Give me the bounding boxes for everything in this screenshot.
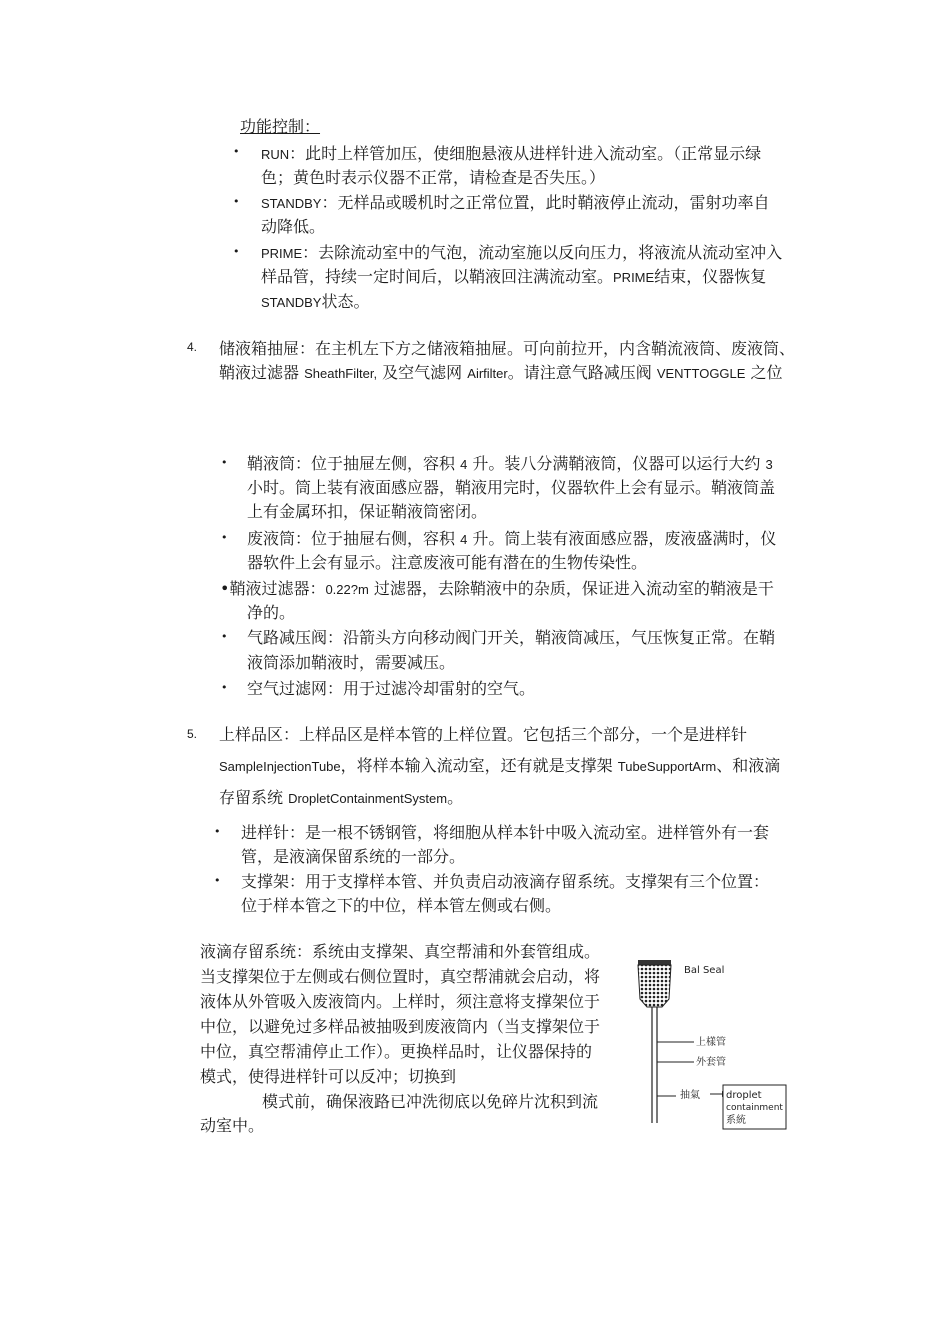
item-5-line-2 — [219, 753, 780, 776]
bullet-dot: • — [221, 630, 228, 643]
droplet-para-line-2: 当支撑架位于左侧或右侧位置时，真空帮浦就会启动，将 — [200, 967, 601, 986]
prime-l3-text: 状态。 — [321, 292, 370, 311]
droplet-containment-code: DropletContainmentSystem — [288, 791, 448, 806]
bullet-dot: • — [221, 456, 228, 469]
droplet-para-line-1: 液滴存留系统：系统由支撑架、真空帮浦和外套管组成。 — [200, 942, 601, 961]
function-control-heading: 功能控制： — [240, 117, 321, 136]
filter-size-code: 0.22?m — [325, 582, 369, 597]
bullet-dot: • — [233, 195, 240, 208]
prime-line-1 — [261, 240, 782, 263]
inner-tube-label: 上樣管 — [696, 1037, 726, 1048]
run-line-2: 色；黄色时表示仪器不正常，请检查是否失压。） — [261, 168, 606, 187]
prime-line-3 — [261, 289, 369, 312]
item-4-number: 4. — [187, 340, 198, 354]
bullet-dot: • — [221, 531, 228, 544]
bullet-dot: • — [233, 245, 240, 258]
waste-tank-volume: 4 — [460, 532, 468, 547]
droplet-box-line-3: 系統 — [726, 1115, 746, 1126]
prime-code: PRIME — [261, 246, 303, 261]
sheath-tank-b: 升。装八分满鞘液筒，仪器可以运行大约 — [467, 454, 766, 473]
sheath-filter-a: •鞘液过滤器： — [220, 579, 326, 598]
item-5-l2-b: 、和液滴 — [716, 756, 781, 775]
tube-support-code: TubeSupportArm — [617, 759, 717, 774]
droplet-para-line-4: 中位，以避免过多样品被抽吸到废液筒内（当支撑架位于 — [200, 1017, 601, 1036]
sheath-tank-line-2: 小时。筒上装有液面感应器，鞘液用完时，仪器软件上会有显示。鞘液筒盖 — [247, 478, 776, 497]
item-5-line-1: 上样品区：上样品区是样本管的上样位置。它包括三个部分，一个是进样针 — [219, 725, 748, 744]
airfilter-code: Airfilter — [467, 366, 508, 381]
sheath-tank-a: 鞘液筒：位于抽屉左侧，容积 — [247, 454, 461, 473]
sheath-filter-code: SheathFilter, — [304, 366, 378, 381]
waste-tank-line-2: 器软件上会有显示。注意废液可能有潜在的生物传染性。 — [247, 553, 648, 572]
standby-code-2: STANDBY — [261, 295, 322, 310]
sheath-tank-line-3: 上有金属环扣，保证鞘液筒密闭。 — [247, 502, 488, 521]
run-line-1 — [261, 141, 761, 164]
bullet-dot: • — [221, 681, 228, 694]
item-4-line-1: 储液箱抽屉：在主机左下方之储液箱抽屉。可向前拉开，内含鞘流液筒、废液筒、 — [219, 339, 796, 358]
waste-tank-b: 升。筒上装有液面感应器，废液盛满时，仪 — [467, 529, 777, 548]
outer-tube-label: 外套管 — [696, 1057, 726, 1068]
prime-l2-a: 样品管，持续一定时间后，以鞘液回注满流动室。 — [261, 267, 614, 286]
item-4-l2-b: 及空气滤网 — [377, 363, 468, 382]
bullet-dot: • — [233, 145, 240, 158]
item-5-number: 5. — [187, 727, 198, 741]
sheath-filter-line-2: 净的。 — [247, 603, 296, 622]
sheath-tank-line-1 — [247, 451, 773, 474]
droplet-para-line-5: 中位，真空帮浦停止工作）。更换样品时，让仪器保持的 — [200, 1042, 593, 1061]
item-5-l2-a: ，将样本输入流动室，还有就是支撑架 — [340, 756, 618, 775]
air-filter-line-1: 空气过滤网：用于过滤冷却雷射的空气。 — [247, 679, 536, 698]
item-5-line-3 — [219, 785, 463, 808]
standby-line-1 — [261, 190, 769, 213]
injection-needle-line-1: 进样针：是一根不锈钢管，将细胞从样本针中吸入流动室。进样管外有一套 — [241, 823, 770, 842]
standby-code: STANDBY — [261, 196, 322, 211]
prime-line-2 — [261, 264, 766, 287]
prime-text: ：去除流动室中的气泡，流动室施以反向压力，将液流从流动室冲入 — [302, 243, 783, 262]
item-5-l3-a: 存留系统 — [219, 788, 289, 807]
droplet-para-line-6: 模式，使得进样针可以反冲；切换到 — [200, 1067, 457, 1086]
prime-l2-b: 结束，仪器恢复 — [654, 267, 767, 286]
standby-line-2: 动降低。 — [261, 217, 326, 236]
bal-seal-shape — [638, 960, 671, 1007]
prime-code-2: PRIME — [613, 270, 655, 285]
vent-valve-line-2: 液筒添加鞘液时，需要减压。 — [247, 653, 456, 672]
vent-valve-line-1: 气路减压阀：沿箭头方向移动阀门开关，鞘液筒减压，气压恢复正常。在鞘 — [247, 628, 776, 647]
item-4-line-2 — [219, 360, 783, 383]
run-code: RUN — [261, 147, 290, 162]
sheath-filter-line-1 — [220, 576, 774, 599]
support-arm-line-1: 支撑架：用于支撑样本管、并负责启动液滴存留系统。支撑架有三个位置： — [241, 872, 770, 891]
injection-needle-line-2: 管，是液滴保留系统的一部分。 — [241, 847, 466, 866]
sheath-tank-hours: 3 — [765, 457, 773, 472]
suction-label: 抽氣 — [680, 1090, 700, 1101]
waste-tank-line-1 — [247, 526, 776, 549]
item-4-l2-c: 。请注意气路减压阀 — [507, 363, 657, 382]
bullet-dot: • — [214, 825, 221, 838]
sample-injection-code: SampleInjectionTube — [219, 759, 341, 774]
droplet-containment-diagram — [632, 955, 792, 1131]
droplet-box-line-2: containment — [726, 1103, 783, 1113]
droplet-para-line-8: 动室中。 — [200, 1116, 265, 1135]
bal-seal-label: Bal Seal — [684, 965, 725, 976]
support-arm-line-2: 位于样本管之下的中位，样本管左侧或右侧。 — [241, 896, 562, 915]
sheath-tank-volume: 4 — [460, 457, 468, 472]
droplet-para-line-3: 液体从外管吸入废液筒内。上样时，须注意将支撑架位于 — [200, 992, 601, 1011]
waste-tank-a: 废液筒：位于抽屉右侧，容积 — [247, 529, 461, 548]
standby-text: ：无样品或暖机时之正常位置，此时鞘液停止流动，雷射功率自 — [321, 193, 770, 212]
item-5-l3-b: 。 — [447, 788, 464, 807]
run-text: ：此时上样管加压，使细胞悬液从进样针进入流动室。（正常显示绿 — [289, 144, 762, 163]
venttoggle-code: VENTTOGGLE — [656, 366, 746, 381]
item-4-l2-d: 之位 — [745, 363, 783, 382]
item-4-l2-a: 鞘液过滤器 — [219, 363, 305, 382]
droplet-box-line-1: droplet — [726, 1090, 762, 1101]
droplet-para-line-7: 模式前，确保液路已冲洗彻底以免碎片沈积到流 — [262, 1092, 599, 1111]
bullet-dot: • — [214, 874, 221, 887]
sheath-filter-b: 过滤器，去除鞘液中的杂质，保证进入流动室的鞘液是干 — [368, 579, 774, 598]
